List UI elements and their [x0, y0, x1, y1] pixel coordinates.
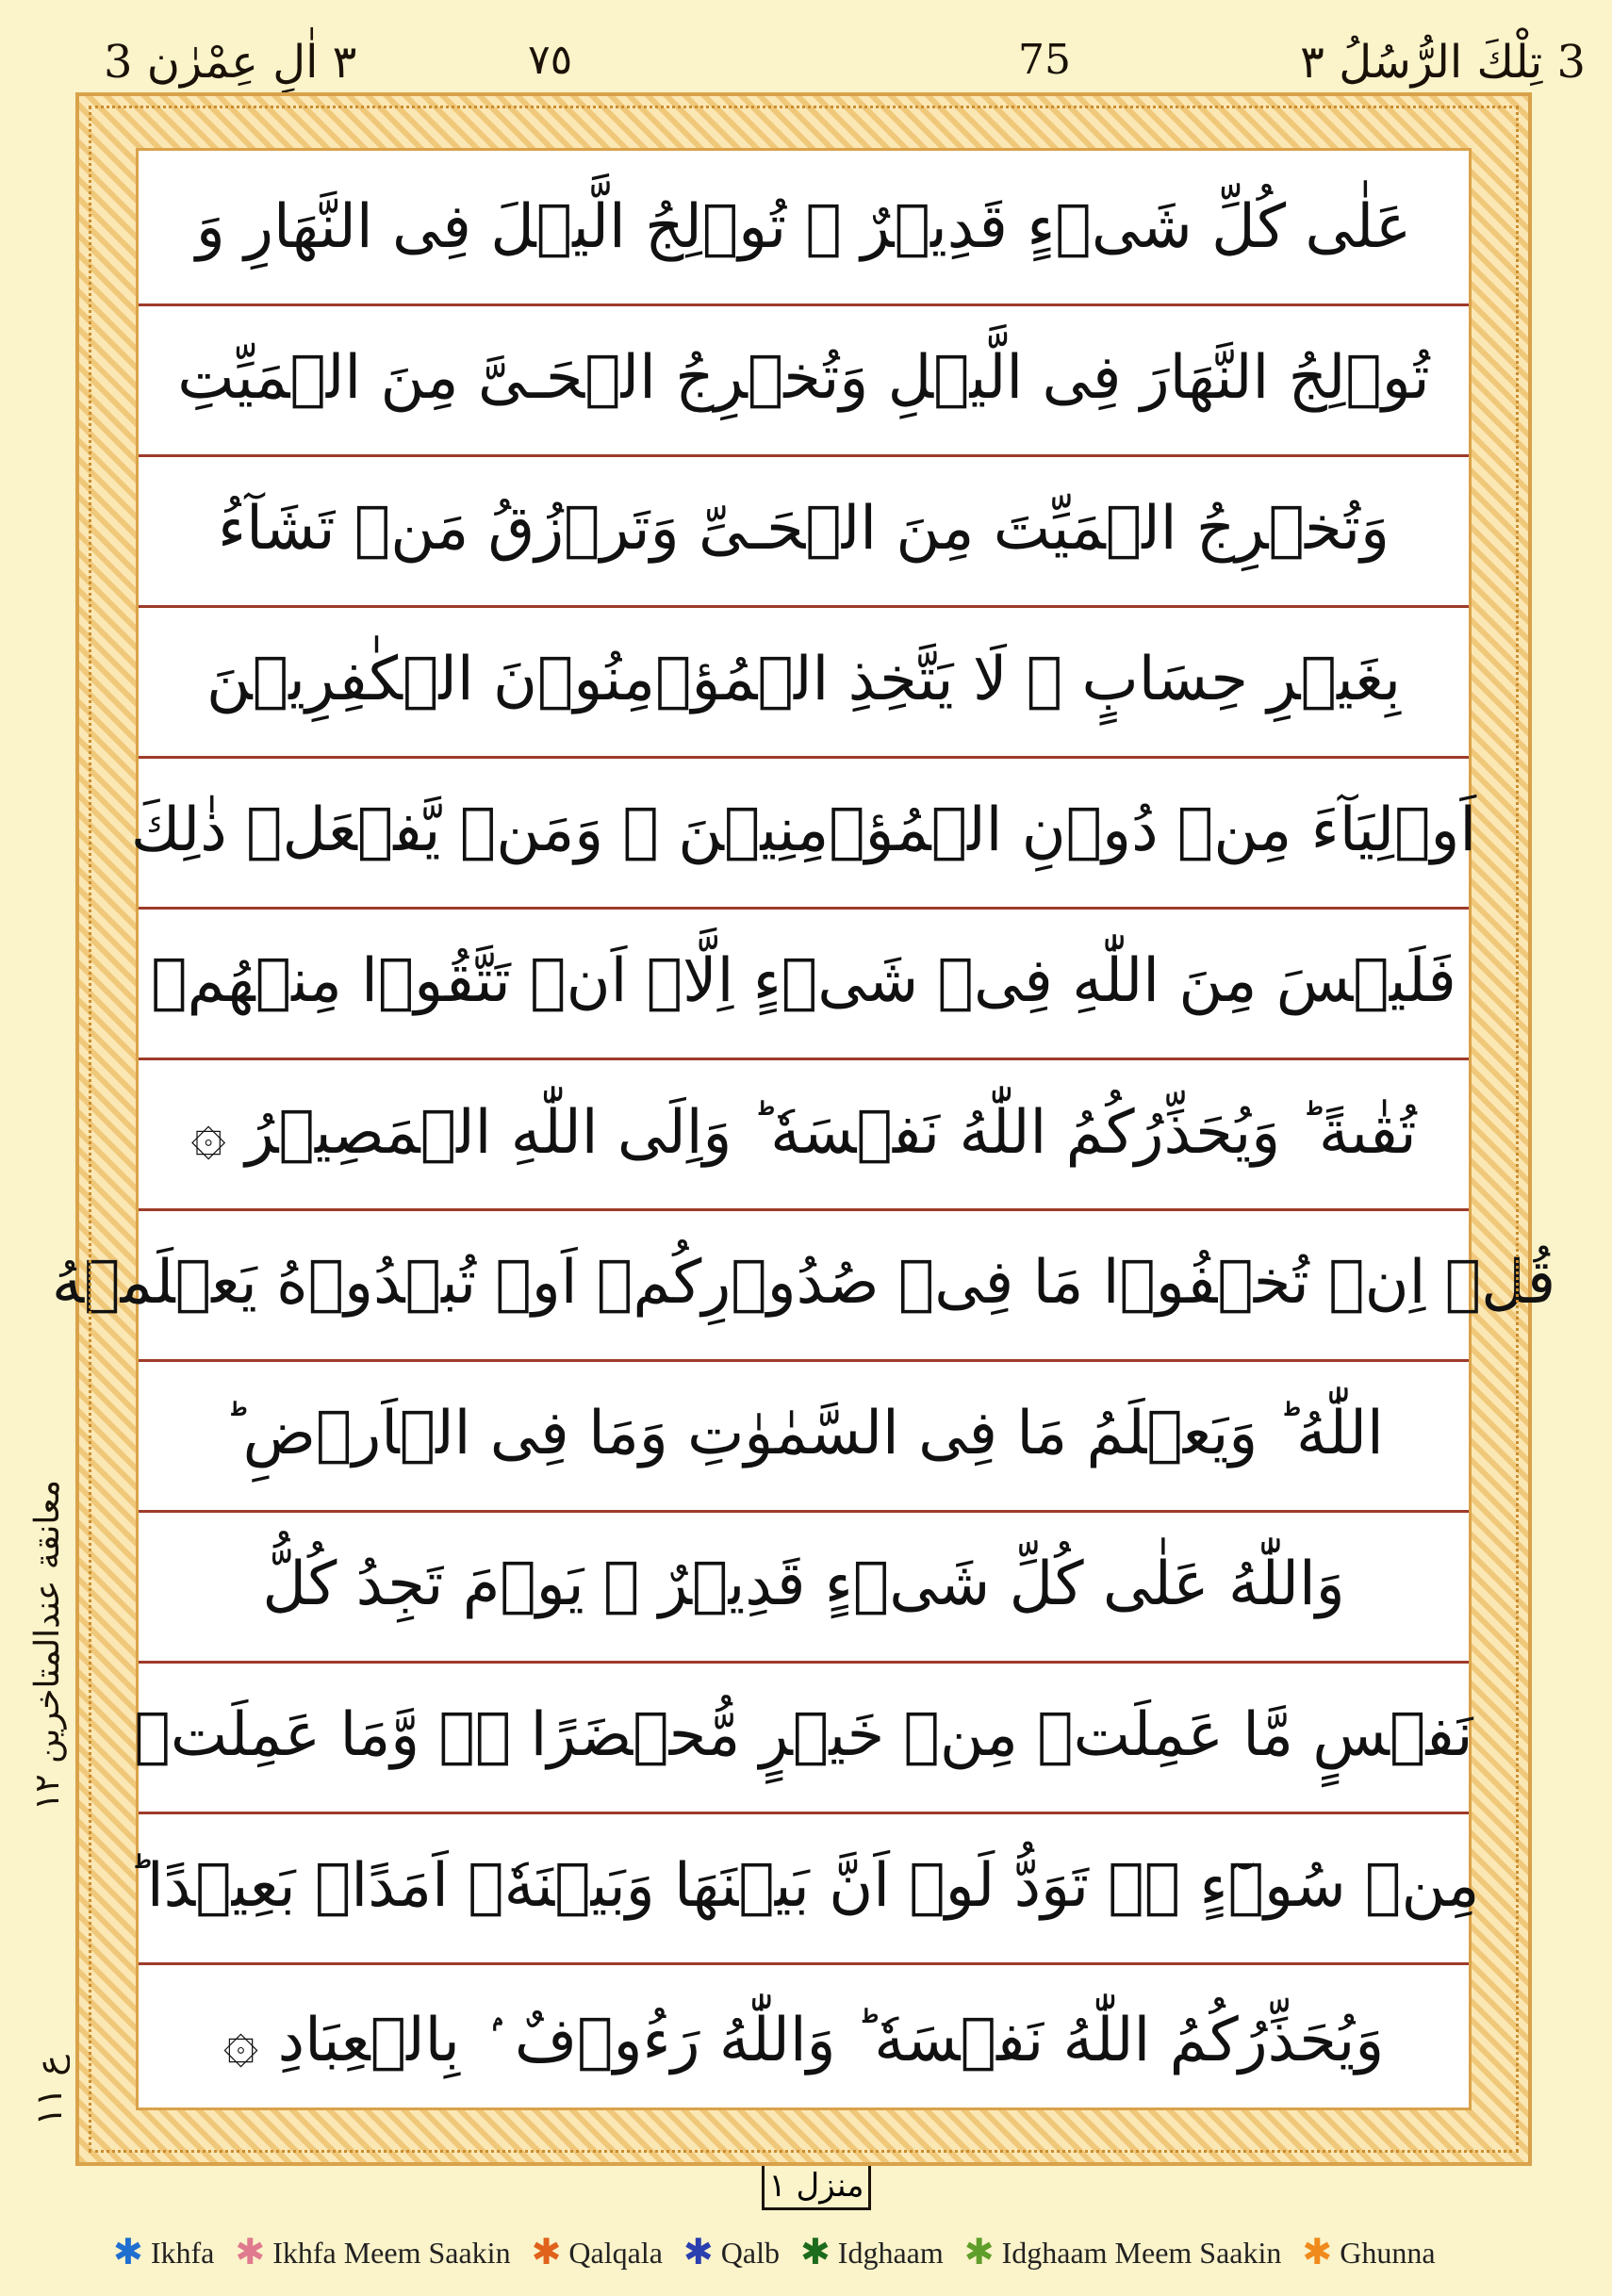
- ornamental-border: [51, 92, 1556, 2166]
- page-number-arabic: ٧٥: [528, 36, 573, 84]
- legend-ikhfa-meem-saakin: [235, 2235, 510, 2271]
- tajweed-legend: [113, 2224, 1574, 2281]
- text-line-1: عَلٰى كُلِّ شَىۡءٍ قَدِيۡرٌ ۞ تُوۡلِجُ الَّيۡلَ فِى النَّهَارِ وَ: [139, 151, 1469, 306]
- star-icon: ✱: [235, 2233, 266, 2272]
- text-line-9: اللّٰهُ ؕ وَيَعۡلَمُ مَا فِى السَّمٰوٰتِ وَمَا فِى الۡاَرۡضِ ؕ: [139, 1357, 1469, 1513]
- legend-label: Ikhfa Meem Saakin: [272, 2235, 511, 2270]
- legend-label: Idghaam Meem Saakin: [1001, 2235, 1282, 2270]
- legend-idghaam-meem-saakin: [964, 2235, 1282, 2271]
- manzil-label: منزل ١: [762, 2166, 871, 2210]
- legend-label: Ghunna: [1340, 2235, 1436, 2270]
- legend-label: Qalb: [720, 2235, 780, 2270]
- legend-ikhfa: [113, 2235, 214, 2271]
- star-icon: ✱: [1302, 2233, 1333, 2272]
- page-number: 75: [1018, 36, 1071, 84]
- star-icon: ✱: [683, 2233, 714, 2272]
- text-line-4: بِغَيۡرِ حِسَابٍ ۞ لَا يَتَّخِذِ الۡمُؤۡمِنُوۡنَ الۡكٰفِرِيۡنَ: [139, 603, 1469, 759]
- legend-label: Idghaam: [837, 2235, 944, 2270]
- text-line-3: وَتُخۡرِجُ الۡمَيِّتَ مِنَ الۡحَـىِّ وَتَرۡزُقُ مَنۡ تَشَآءُ: [139, 452, 1469, 608]
- star-icon: ✱: [963, 2233, 995, 2272]
- legend-label: Qalqala: [568, 2235, 663, 2270]
- text-line-8: قُلۡ اِنۡ تُخۡفُوۡا مَا فِىۡ صُدُوۡرِكُمۡ اَوۡ تُبۡدُوۡهُ يَعۡلَمۡهُ: [139, 1206, 1469, 1362]
- text-panel: [51, 148, 1556, 2110]
- star-icon: ✱: [531, 2233, 562, 2272]
- text-line-11: نَفۡسٍ مَّا عَمِلَتۡ مِنۡ خَيۡرٍ مُّحۡضَرًا ۛۚ وَّمَا عَمِلَتۡ: [139, 1659, 1469, 1814]
- legend-qalb: [683, 2235, 780, 2271]
- juz-name-header: 3 تِلْكَ الرُّسُلُ ٣: [1300, 36, 1586, 89]
- star-icon: ✱: [799, 2233, 831, 2272]
- legend-qalqala: [532, 2235, 663, 2271]
- legend-label: Ikhfa: [150, 2235, 215, 2270]
- surah-name-header: ٣ اٰلِ عِمْرٰن 3: [104, 36, 357, 89]
- text-line-12: مِنۡ سُوۡٓءٍ ۛۚ تَوَدُّ لَوۡ اَنَّ بَيۡنَهَا وَبَيۡنَهٗۤ اَمَدًاۢ بَعِيۡدًا ؕ: [139, 1810, 1469, 1965]
- text-line-7: تُقٰٮةً ؕ وَيُحَذِّرُكُمُ اللّٰهُ نَفۡسَهٗ ؕ وَاِلَى اللّٰهِ الۡمَصِيۡرُ ۞: [139, 1056, 1469, 1211]
- text-line-13: وَيُحَذِّرُكُمُ اللّٰهُ نَفۡسَهٗ ؕ وَاللّٰهُ رَءُوۡفٌ ۢ بِالۡعِبَادِ ۞: [222, 2005, 1385, 2075]
- side-note-ruku: ع ١١: [28, 2055, 70, 2126]
- legend-idghaam: [800, 2235, 944, 2271]
- text-line-2: تُوۡلِجُ النَّهَارَ فِى الَّيۡلِ وَتُخۡرِجُ الۡحَـىَّ مِنَ الۡمَيِّتِ: [139, 302, 1469, 457]
- star-icon: ✱: [113, 2233, 143, 2272]
- text-line-6: فَلَيۡسَ مِنَ اللّٰهِ فِىۡ شَىۡءٍ اِلَّاۤ اَنۡ تَتَّقُوۡا مِنۡهُمۡ: [139, 905, 1469, 1060]
- text-line-5: اَوۡلِيَآءَ مِنۡ دُوۡنِ الۡمُؤۡمِنِيۡنَ ۚ وَمَنۡ يَّفۡعَلۡ ذٰلِكَ: [139, 754, 1469, 910]
- side-note-rub: معانقة عندالمتاخرين ١٢: [28, 1480, 67, 1812]
- legend-ghunna: [1302, 2235, 1435, 2271]
- text-line-10: وَاللّٰهُ عَلٰى كُلِّ شَىۡءٍ قَدِيۡرٌ ۞ يَوۡمَ تَجِدُ كُلُّ: [139, 1508, 1469, 1664]
